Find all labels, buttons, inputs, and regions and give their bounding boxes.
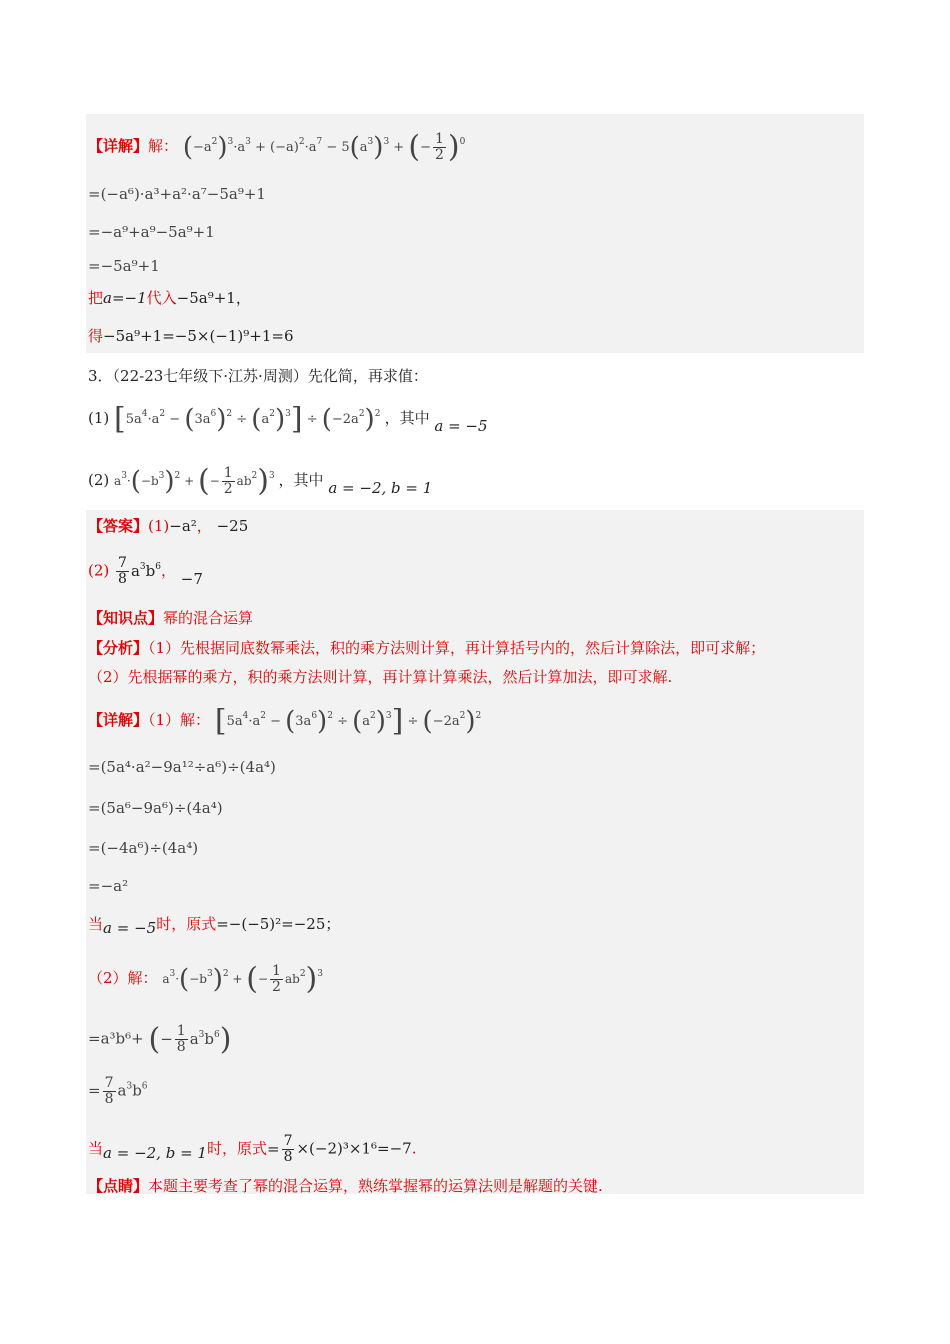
detail-line-3: （2）解： $a^3\cdot(-b^3)^2$ + (− $\frac{1}{2}$ $ab^2)^3$: [88, 961, 323, 997]
analysis-line-2: （2）先根据幂的乘方，积的乘方法则计算，再计算计算乘法，然后计算加法，即可求解.: [88, 668, 673, 686]
step-line: =−a²: [88, 877, 129, 895]
substitute-line: 把a=−1代入−5a⁹+1，: [88, 289, 251, 307]
step-line: =−a⁹+a⁹−5a⁹+1: [88, 223, 215, 241]
step-line: = $\frac{7}{8}$ $a^3b^6$: [88, 1075, 148, 1107]
detail-lead: 解：: [148, 137, 179, 155]
step-line: =(5a⁴·a²−9a¹²÷a⁶)÷(4a⁴): [88, 758, 276, 776]
step-line: =(−4a⁶)÷(4a⁴): [88, 839, 199, 857]
comment-tag: 【点睛】: [88, 1177, 149, 1195]
evaluate-line-1: 当a = −5时，原式=−(−5)²=−25；: [88, 915, 341, 937]
knowledge-tag: 【知识点】: [88, 609, 164, 627]
detail-tag: 【详解】: [88, 137, 149, 155]
step-line: =−5a⁹+1: [88, 257, 160, 275]
question-3-part-1: (1) $[5a^4\cdot a^2 - (3a^6)^2 \div (a^2)^3] \div (-2a^2)^2$ ，其中 a = −5: [88, 401, 488, 437]
step-line: =(5a⁶−9a⁶)÷(4a⁴): [88, 799, 223, 817]
detail-line-2: 【详解】（1）解： $[5a^4\cdot a^2 - (3a^6)^2 \div (a^2)^3] \div (-2a^2)^2$: [88, 703, 482, 739]
step-line: =(−a⁶)·a³+a²·a⁷−5a⁹+1: [88, 185, 266, 203]
analysis-line-1: 【分析】（1）先根据同底数幂乘法，积的乘方法则计算，再计算括号内的，然后计算除法，即可求解；: [88, 639, 766, 657]
original-expression: $(-a^2)^3\cdot a^3 + (-a)^2\cdot a^7 - 5(a^3)^3$ + (− $\frac{1}{2}$ )$^0$: [182, 129, 466, 165]
part-1-expression: $[5a^4\cdot a^2 - (3a^6)^2 \div (a^2)^3] \div (-2a^2)^2$: [114, 401, 381, 437]
knowledge-line: 【知识点】幂的混合运算: [88, 609, 254, 627]
result-line: 得−5a⁹+1=−5×(−1)⁹+1=6: [88, 327, 294, 345]
analysis-tag: 【分析】: [88, 639, 149, 657]
part-2-expression: $a^3\cdot(-b^3)^2$ + (− $\frac{1}{2}$ $ab^2)^3$: [114, 463, 275, 499]
evaluate-line-2: 当a = −2, b = 1时，原式= $\frac{7}{8}$ ×(−2)³×1⁶=−7.: [88, 1133, 417, 1165]
answer-line-1: 【答案】(1)−a²， −25: [88, 517, 249, 535]
detail-line-1: [88, 129, 466, 165]
question-3-heading: 3．（22-23七年级下·江苏·周测）先化简，再求值：: [88, 367, 428, 385]
detail-tag: 【详解】: [88, 711, 149, 729]
answer-tag: 【答案】: [88, 517, 149, 535]
question-3-part-2: (2) $a^3\cdot(-b^3)^2$ + (− $\frac{1}{2}$ $ab^2)^3$ ，其中 a = −2, b = 1: [88, 463, 433, 499]
answer-line-2: (2) $\frac{7}{8}$ $a^3b^6$， −7: [88, 555, 203, 588]
comment-line: 【点睛】本题主要考查了幂的混合运算，熟练掌握幂的运算法则是解题的关键.: [88, 1177, 603, 1195]
step-line: =a³b⁶+ (− $\frac{1}{8}$ $a^3b^6$): [88, 1021, 232, 1057]
